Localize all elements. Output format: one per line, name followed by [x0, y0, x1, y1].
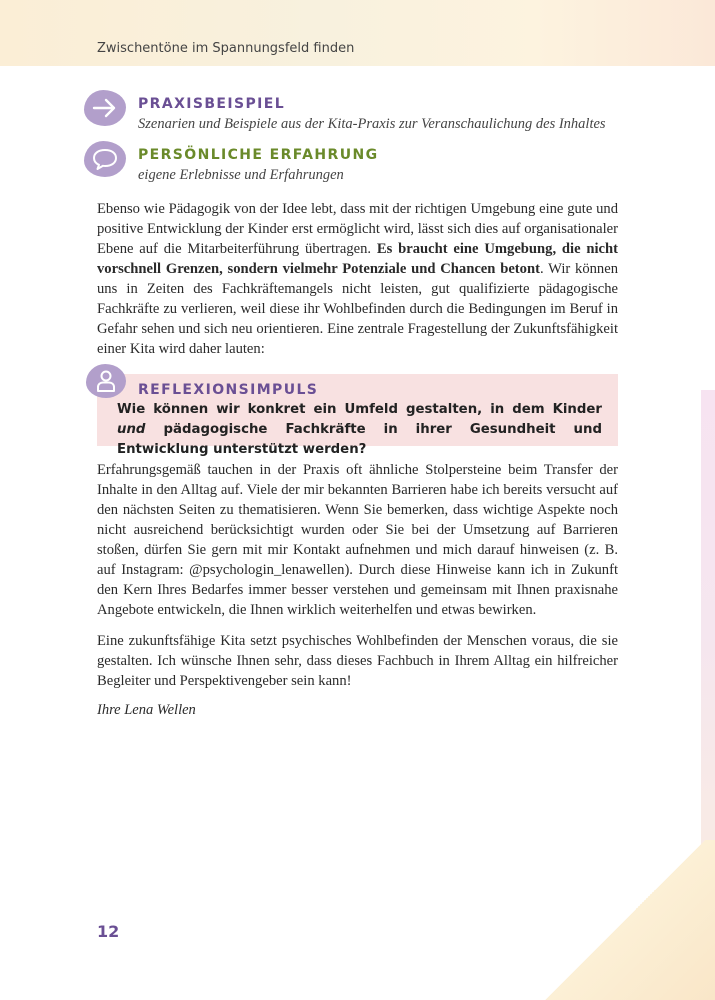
question-text: Wie können wir konkret ein Umfeld gestalten, in dem Kinder: [117, 402, 602, 417]
legend-praxisbeispiel: [84, 90, 644, 136]
corner-decoration: [535, 840, 715, 1000]
legend-persoenliche-erfahrung: [84, 141, 644, 187]
body-paragraph-3: Eine zukunftsfähige Kita setzt psychisches Wohlbefinden der Menschen voraus, die sie gestalten. Ich wünsche Ihnen sehr, dass dieses Fachbuch in Ihrem Alltag ein hilfreicher Begleiter und Perspektivengeber sein kann!: [97, 633, 618, 689]
legend-description: eigene Erlebnisse und Erfahrungen: [138, 167, 344, 183]
emphasis-text: Es braucht eine Umgebung, die nicht vorschnell Grenzen, sondern vielmehr Potenziale und Chancen betont: [97, 241, 618, 277]
question-emphasis: und: [117, 422, 146, 437]
paragraph-text: . Wir können uns in Zeiten des Fachkräftemangels nicht leisten, gut qualifizierte pädagogische Fachkräfte zu verlieren, weil diese ihr Wohlbefinden durch die Bedingungen im Beruf in Gefahr sehen und sich neu orientieren. Eine zentrale Fragestellung der Zukunftsfähigkeit einer Kita wird daher lauten:: [97, 261, 618, 357]
header-band: [0, 0, 715, 66]
running-head: Zwischentöne im Spannungsfeld finden: [97, 41, 355, 56]
legend-title: PERSÖNLICHE ERFAHRUNG: [138, 147, 379, 163]
legend-description: Szenarien und Beispiele aus der Kita-Praxis zur Veranschaulichung des Inhaltes: [138, 116, 606, 132]
signature: Ihre Lena Wellen: [97, 702, 196, 718]
person-icon: [86, 364, 126, 398]
reflexion-title: REFLEXIONSIMPULS: [138, 382, 319, 398]
page-number: 12: [97, 922, 120, 941]
question-text: pädagogische Fachkräfte in ihrer Gesundheit und Entwicklung unterstützt werden?: [117, 422, 602, 457]
paragraph-text: Ebenso wie Pädagogik von der Idee lebt, dass mit der richtigen Umgebung eine gute und positive Entwicklung der Kinder erst ermöglicht wird, lässt sich dies auf organisationaler Ebene auf die Mitarbeiterführung übertragen.: [97, 201, 618, 257]
reflexion-question: [117, 400, 602, 460]
legend-title: PRAXISBEISPIEL: [138, 96, 286, 112]
arrow-right-icon: [84, 90, 126, 126]
body-paragraph-1: [97, 199, 618, 359]
speech-bubble-icon: [84, 141, 126, 177]
body-paragraph-2: Erfahrungsgemäß tauchen in der Praxis oft ähnliche Stolpersteine beim Transfer der Inhalte in den Alltag auf. Viele der mir bekannten Barrieren habe ich bereits versucht auf den nächsten Seiten zu thematisieren. Wenn Sie bemerken, dass wichtige Aspekte noch nicht ausreichend berücksichtigt wurden oder Sie bei der Umsetzung auf Barrieren stoßen, dürfen Sie gern mit mir Kontakt aufnehmen und mich darauf hinweisen (z. B. auf Instagram: @psychologin_lenawellen). Durch diese Hinweise kann ich in Zukunft den Kern Ihres Bedarfes immer besser verstehen und gemeinsam mit Ihnen praxisnahe Angebote entwickeln, die Ihnen wirklich weiterhelfen und etwas bewirken.: [97, 462, 618, 618]
